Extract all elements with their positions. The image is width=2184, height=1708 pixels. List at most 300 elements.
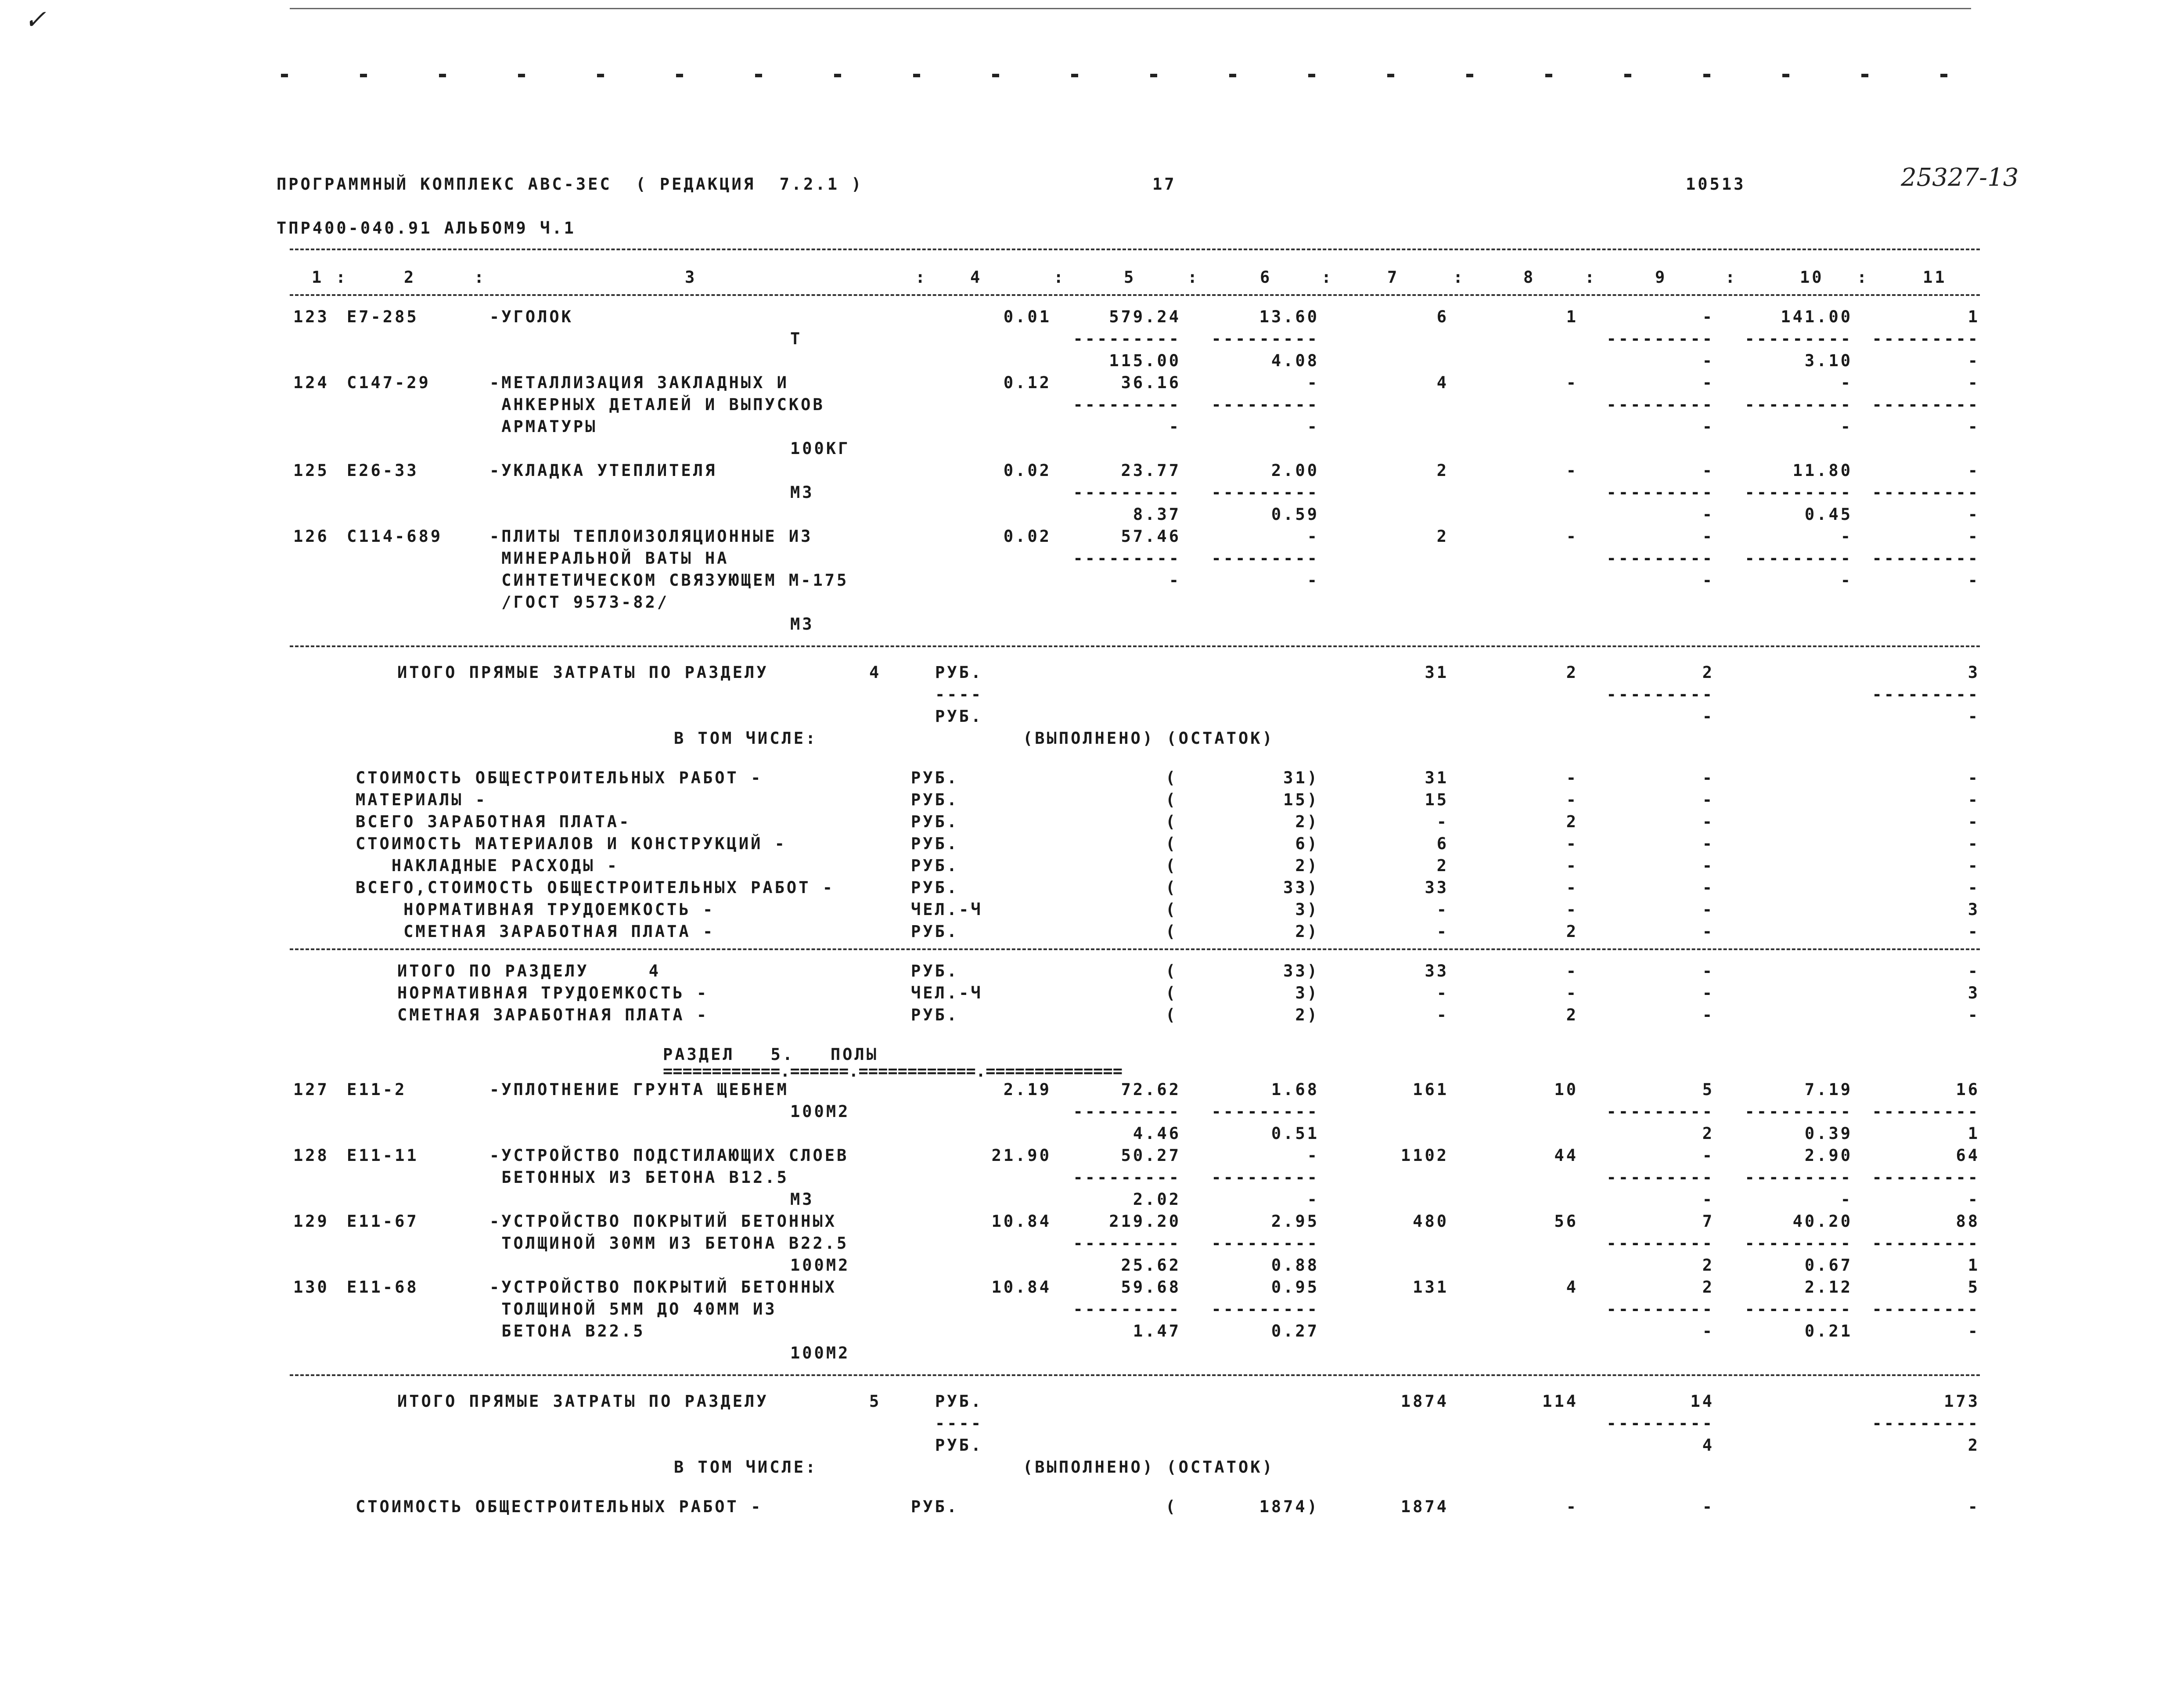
column-header-8: 8 (1523, 268, 1536, 287)
perforation-dot (913, 74, 920, 77)
column-divider: : (1321, 268, 1334, 287)
breakdown-c8: 2 (1566, 1005, 1578, 1024)
breakdown-c11: - (1968, 768, 1980, 787)
cell-c11: - (1968, 571, 1980, 590)
column-divider: : (474, 268, 486, 287)
breakdown-c8: - (1566, 984, 1578, 1002)
cell-qty: 0.12 (1003, 373, 1051, 392)
cell-c5: --------- (1073, 483, 1181, 502)
perforation-dot (360, 74, 367, 77)
column-divider: : (1453, 268, 1465, 287)
breakdown-c8: - (1566, 900, 1578, 919)
cell-c5: 1.47 (1133, 1322, 1181, 1340)
cell-c11: --------- (1872, 1234, 1980, 1253)
item-number: 126 (293, 527, 329, 546)
item-code: Е26-33 (347, 461, 419, 480)
cell-c8: - (1566, 527, 1578, 546)
column-divider: : (915, 268, 928, 287)
breakdown-c8: 2 (1566, 812, 1578, 831)
cell-c9: - (1702, 461, 1714, 480)
cell-c10: 0.39 (1804, 1124, 1853, 1143)
breakdown-unit: РУБ. (911, 1005, 959, 1024)
cell-c5: 57.46 (1121, 527, 1181, 546)
breakdown-unit: ЧЕЛ.-Ч (911, 900, 983, 919)
cell-c9: - (1702, 1146, 1714, 1165)
item-unit: М3 (790, 615, 814, 634)
item-number: 128 (293, 1146, 329, 1165)
separator (290, 645, 1980, 647)
cell-c7: 161 (1413, 1080, 1449, 1099)
cell-c9: - (1702, 1322, 1714, 1340)
cell-c6: 1.68 (1271, 1080, 1319, 1099)
perforation-dot (1861, 74, 1868, 77)
cell-c10: 40.20 (1792, 1212, 1853, 1231)
breakdown-c7: - (1436, 900, 1449, 919)
program-title: ПРОГРАММНЫЙ КОМПЛЕКС АВС-ЗЕС ( РЕДАКЦИЯ 7.2.1 ) (277, 175, 864, 194)
cell-c10: --------- (1745, 395, 1853, 414)
cell-c6: 0.88 (1271, 1256, 1319, 1275)
item-code: Е11-2 (347, 1080, 407, 1099)
total-label: ИТОГО ПРЯМЫЕ ЗАТРАТЫ ПО РАЗДЕЛУ (397, 1392, 769, 1411)
cell-c11: - (1968, 1190, 1980, 1209)
cell-c10: - (1840, 571, 1853, 590)
separator (290, 1374, 1980, 1376)
breakdown-label: СМЕТНАЯ ЗАРАБОТНАЯ ПЛАТА - (356, 922, 715, 941)
cell-c10: - (1840, 1190, 1853, 1209)
breakdown-value: 2) (1295, 856, 1319, 875)
breakdown-paren: ( (1166, 834, 1178, 853)
cell-c8: 4 (1566, 1278, 1578, 1297)
cell-c5: --------- (1073, 1234, 1181, 1253)
total-c11b: - (1968, 707, 1980, 726)
cell-c9: 5 (1702, 1080, 1714, 1099)
item-description: АРМАТУРЫ (489, 417, 597, 436)
perforation-dot (1703, 74, 1710, 77)
cell-c10: --------- (1745, 1168, 1853, 1187)
total-c9: 2 (1702, 663, 1714, 682)
total-c9b: 4 (1702, 1436, 1714, 1455)
cell-c5: --------- (1073, 1102, 1181, 1121)
perforation-dot (281, 74, 288, 77)
cell-c6: --------- (1211, 1234, 1319, 1253)
cell-c6: - (1307, 417, 1319, 436)
perforation-dot (1308, 74, 1315, 77)
document-code: 10513 (1686, 175, 1746, 194)
stamp-number: 25327-13 (1901, 163, 2019, 192)
cell-c10: --------- (1745, 1234, 1853, 1253)
breakdown-c11: - (1968, 962, 1980, 980)
breakdown-c9: - (1702, 834, 1714, 853)
column-header-6: 6 (1260, 268, 1272, 287)
breakdown-label: НОРМАТИВНАЯ ТРУДОЕМКОСТЬ - (397, 984, 709, 1002)
cell-c6: - (1307, 373, 1319, 392)
total-unit: РУБ. (935, 1392, 983, 1411)
item-number: 130 (293, 1278, 329, 1297)
cell-c11: --------- (1872, 395, 1980, 414)
breakdown-c9: - (1702, 1005, 1714, 1024)
total-unit: РУБ. (935, 663, 983, 682)
column-header-5: 5 (1124, 268, 1136, 287)
breakdown-c9: - (1702, 768, 1714, 787)
cell-c6: --------- (1211, 1300, 1319, 1319)
cell-c6: - (1307, 1190, 1319, 1209)
item-code: Е7-285 (347, 307, 419, 326)
cell-c10: - (1840, 417, 1853, 436)
perforation-dot (439, 74, 446, 77)
cell-c6: --------- (1211, 329, 1319, 348)
cell-c5: 219.20 (1109, 1212, 1181, 1231)
breakdown-c8: - (1566, 962, 1578, 980)
total-c11b: 2 (1968, 1436, 1980, 1455)
cell-c5: 23.77 (1121, 461, 1181, 480)
breakdown-unit: РУБ. (911, 962, 959, 980)
cell-c9: 7 (1702, 1212, 1714, 1231)
column-header-3: 3 (685, 268, 697, 287)
breakdown-paren: ( (1166, 1497, 1178, 1516)
perforation-dot (518, 74, 525, 77)
item-code: С114-689 (347, 527, 443, 546)
item-unit: 100КГ (790, 439, 850, 458)
breakdown-unit: РУБ. (911, 922, 959, 941)
cell-c6: --------- (1211, 1168, 1319, 1187)
cell-c5: 4.46 (1133, 1124, 1181, 1143)
total-unit2: РУБ. (935, 1436, 983, 1455)
perforation-dot (755, 74, 762, 77)
item-description: СИНТЕТИЧЕСКОМ СВЯЗУЮЩЕМ М-175 (489, 571, 849, 590)
item-number: 123 (293, 307, 329, 326)
cell-c10: 2.12 (1804, 1278, 1853, 1297)
cell-qty: 10.84 (991, 1278, 1051, 1297)
cell-c11: --------- (1872, 1300, 1980, 1319)
breakdown-c9: - (1702, 790, 1714, 809)
including-columns: (ВЫПОЛНЕНО) (ОСТАТОК) (1023, 1458, 1274, 1477)
cell-c6: 13.60 (1259, 307, 1319, 326)
perforation-dot (1545, 74, 1552, 77)
breakdown-c7: 2 (1436, 856, 1449, 875)
check-mark: ✓ (24, 4, 47, 35)
column-header-4: 4 (970, 268, 982, 287)
item-description: -УКЛАДКА УТЕПЛИТЕЛЯ (489, 461, 717, 480)
item-description: -УПЛОТНЕНИЕ ГРУНТА ЩЕБНЕМ (489, 1080, 789, 1099)
breakdown-value: 15) (1283, 790, 1319, 809)
cell-c8: - (1566, 461, 1578, 480)
cell-c5: 115.00 (1109, 351, 1181, 370)
breakdown-c9: - (1702, 878, 1714, 897)
breakdown-value: 2) (1295, 922, 1319, 941)
cell-c5: 25.62 (1121, 1256, 1181, 1275)
breakdown-value: 31) (1283, 768, 1319, 787)
item-description: -УСТРОЙСТВО ПОКРЫТИЙ БЕТОННЫХ (489, 1278, 837, 1297)
cell-c11: 64 (1956, 1146, 1980, 1165)
breakdown-c9: - (1702, 856, 1714, 875)
cell-c5: 8.37 (1133, 505, 1181, 524)
total-unit2: РУБ. (935, 707, 983, 726)
cell-c9: 2 (1702, 1278, 1714, 1297)
item-number: 125 (293, 461, 329, 480)
cell-c9: --------- (1606, 549, 1714, 568)
breakdown-c11: - (1968, 790, 1980, 809)
item-description: ТОЛЩИНОЙ 5ММ ДО 40ММ ИЗ (489, 1300, 777, 1319)
cell-c8: 10 (1554, 1080, 1578, 1099)
cell-c10: 11.80 (1792, 461, 1853, 480)
separator (290, 948, 1980, 950)
cell-c5: 72.62 (1121, 1080, 1181, 1099)
cell-c6: - (1307, 571, 1319, 590)
breakdown-paren: ( (1166, 1005, 1178, 1024)
breakdown-unit: РУБ. (911, 768, 959, 787)
breakdown-c11: - (1968, 812, 1980, 831)
column-divider: : (336, 268, 348, 287)
cell-qty: 0.01 (1003, 307, 1051, 326)
breakdown-value: 3) (1295, 900, 1319, 919)
breakdown-paren: ( (1166, 900, 1178, 919)
item-unit: М3 (790, 1190, 814, 1209)
item-code: Е11-68 (347, 1278, 419, 1297)
cell-c7: 480 (1413, 1212, 1449, 1231)
perforation-dot (992, 74, 999, 77)
column-divider: : (1187, 268, 1200, 287)
item-description: БЕТОНА В22.5 (489, 1322, 645, 1340)
item-description: АНКЕРНЫХ ДЕТАЛЕЙ И ВЫПУСКОВ (489, 395, 825, 414)
breakdown-c9: - (1702, 962, 1714, 980)
breakdown-c11: - (1968, 922, 1980, 941)
cell-c6: --------- (1211, 549, 1319, 568)
cell-c6: --------- (1211, 483, 1319, 502)
cell-c5: 50.27 (1121, 1146, 1181, 1165)
breakdown-value: 2) (1295, 1005, 1319, 1024)
perforation-dot (1466, 74, 1473, 77)
total-c11: 173 (1944, 1392, 1980, 1411)
perforation-dot (1624, 74, 1631, 77)
cell-c5: 2.02 (1133, 1190, 1181, 1209)
breakdown-unit: РУБ. (911, 1497, 959, 1516)
cell-c5: --------- (1073, 1300, 1181, 1319)
cell-c9: - (1702, 417, 1714, 436)
breakdown-paren: ( (1166, 856, 1178, 875)
perforation-dot (1071, 74, 1078, 77)
column-divider: : (1054, 268, 1066, 287)
cell-c11: --------- (1872, 1168, 1980, 1187)
cell-c10: 141.00 (1781, 307, 1853, 326)
cell-c9: - (1702, 307, 1714, 326)
total-c8: 114 (1542, 1392, 1578, 1411)
cell-c5: --------- (1073, 395, 1181, 414)
breakdown-c8: 2 (1566, 922, 1578, 941)
breakdown-label: СТОИМОСТЬ ОБЩЕСТРОИТЕЛЬНЫХ РАБОТ - (356, 1497, 763, 1516)
cell-qty: 10.84 (991, 1212, 1051, 1231)
column-header-9: 9 (1655, 268, 1667, 287)
column-divider: : (1725, 268, 1738, 287)
breakdown-label: МАТЕРИАЛЫ - (356, 790, 488, 809)
album-title: ТПР400-040.91 АЛЬБОМ9 Ч.1 (277, 219, 576, 238)
breakdown-unit: РУБ. (911, 790, 959, 809)
breakdown-label: ИТОГО ПО РАЗДЕЛУ 4 (397, 962, 661, 980)
cell-c8: 44 (1554, 1146, 1578, 1165)
including-columns: (ВЫПОЛНЕНО) (ОСТАТОК) (1023, 729, 1274, 748)
perforation-dot (1229, 74, 1236, 77)
breakdown-c7: - (1436, 922, 1449, 941)
column-divider: : (1585, 268, 1597, 287)
cell-c11: - (1968, 417, 1980, 436)
column-header-11: 11 (1923, 268, 1947, 287)
section-title: РАЗДЕЛ 5. ПОЛЫ (663, 1045, 878, 1064)
cell-c10: --------- (1745, 329, 1853, 348)
cell-c9: 2 (1702, 1256, 1714, 1275)
cell-c5: --------- (1073, 1168, 1181, 1187)
cell-c7: 4 (1436, 373, 1449, 392)
cell-c6: - (1307, 527, 1319, 546)
cell-c10: 3.10 (1804, 351, 1853, 370)
perforation-dot (676, 74, 683, 77)
breakdown-paren: ( (1166, 790, 1178, 809)
cell-c9: - (1702, 373, 1714, 392)
cell-c9: --------- (1606, 1102, 1714, 1121)
breakdown-paren: ( (1166, 812, 1178, 831)
breakdown-paren: ( (1166, 984, 1178, 1002)
breakdown-c9: - (1702, 922, 1714, 941)
breakdown-paren: ( (1166, 878, 1178, 897)
cell-c5: --------- (1073, 329, 1181, 348)
cell-c7: 6 (1436, 307, 1449, 326)
perforation-dot (597, 74, 604, 77)
breakdown-value: 33) (1283, 878, 1319, 897)
item-description: -УСТРОЙСТВО ПОКРЫТИЙ БЕТОННЫХ (489, 1212, 837, 1231)
breakdown-c7: 6 (1436, 834, 1449, 853)
total-section: 5 (869, 1392, 882, 1411)
section-underline: ============.======.============.============== (663, 1062, 1123, 1081)
cell-c9: - (1702, 527, 1714, 546)
perforation-dot (1940, 74, 1947, 77)
perforation-dot (1150, 74, 1157, 77)
cell-c11: 88 (1956, 1212, 1980, 1231)
cell-c8: 1 (1566, 307, 1578, 326)
breakdown-c9: - (1702, 900, 1714, 919)
cell-c10: 2.90 (1804, 1146, 1853, 1165)
breakdown-c7: 15 (1425, 790, 1449, 809)
cell-c9: - (1702, 505, 1714, 524)
cell-c5: 36.16 (1121, 373, 1181, 392)
cell-c11: 5 (1968, 1278, 1980, 1297)
cell-c9: --------- (1606, 1300, 1714, 1319)
cell-c5: 579.24 (1109, 307, 1181, 326)
cell-c6: 2.00 (1271, 461, 1319, 480)
breakdown-c11: - (1968, 1005, 1980, 1024)
total-c11-dash: --------- (1872, 1414, 1980, 1433)
total-unit-dash: ---- (935, 1414, 983, 1433)
item-description: -ПЛИТЫ ТЕПЛОИЗОЛЯЦИОННЫЕ ИЗ (489, 527, 813, 546)
cell-c9: - (1702, 571, 1714, 590)
breakdown-c11: 3 (1968, 900, 1980, 919)
breakdown-c8: - (1566, 768, 1578, 787)
cell-c11: - (1968, 527, 1980, 546)
total-c9-dash: --------- (1606, 685, 1714, 704)
breakdown-label: НАКЛАДНЫЕ РАСХОДЫ - (356, 856, 619, 875)
cell-c9: --------- (1606, 329, 1714, 348)
cell-c11: - (1968, 461, 1980, 480)
cell-c7: 131 (1413, 1278, 1449, 1297)
cell-c9: 2 (1702, 1124, 1714, 1143)
cell-c11: 1 (1968, 307, 1980, 326)
cell-c11: --------- (1872, 329, 1980, 348)
cell-c10: - (1840, 373, 1853, 392)
cell-c7: 2 (1436, 527, 1449, 546)
cell-c8: - (1566, 373, 1578, 392)
page-number: 17 (1152, 175, 1177, 194)
cell-c6: 0.27 (1271, 1322, 1319, 1340)
cell-c6: - (1307, 1146, 1319, 1165)
breakdown-label: ВСЕГО,СТОИМОСТЬ ОБЩЕСТРОИТЕЛЬНЫХ РАБОТ - (356, 878, 835, 897)
cell-c10: --------- (1745, 1300, 1853, 1319)
cell-c7: 2 (1436, 461, 1449, 480)
breakdown-c11: - (1968, 1497, 1980, 1516)
item-description: /ГОСТ 9573-82/ (489, 593, 669, 612)
breakdown-value: 3) (1295, 984, 1319, 1002)
item-unit: 100М2 (790, 1344, 850, 1362)
item-number: 129 (293, 1212, 329, 1231)
breakdown-value: 1874) (1259, 1497, 1319, 1516)
including-label: В ТОМ ЧИСЛЕ: (674, 729, 818, 748)
cell-c10: 0.21 (1804, 1322, 1853, 1340)
item-unit: Т (790, 329, 802, 348)
cell-c6: 2.95 (1271, 1212, 1319, 1231)
cell-c7: 1102 (1400, 1146, 1449, 1165)
column-header-1: 1 (312, 268, 324, 287)
cell-c5: --------- (1073, 549, 1181, 568)
total-c8: 2 (1566, 663, 1578, 682)
cell-c11: - (1968, 351, 1980, 370)
cell-c11: 1 (1968, 1124, 1980, 1143)
column-divider: : (1857, 268, 1869, 287)
cell-c11: - (1968, 373, 1980, 392)
cell-c10: --------- (1745, 1102, 1853, 1121)
breakdown-label: ВСЕГО ЗАРАБОТНАЯ ПЛАТА- (356, 812, 631, 831)
cell-c11: 16 (1956, 1080, 1980, 1099)
cell-qty: 0.02 (1003, 461, 1051, 480)
breakdown-c8: - (1566, 856, 1578, 875)
breakdown-label: СТОИМОСТЬ ОБЩЕСТРОИТЕЛЬНЫХ РАБОТ - (356, 768, 763, 787)
total-c11: 3 (1968, 663, 1980, 682)
item-code: Е11-67 (347, 1212, 419, 1231)
item-unit: М3 (790, 483, 814, 502)
cell-c9: - (1702, 351, 1714, 370)
cell-c9: - (1702, 1190, 1714, 1209)
total-c9b: - (1702, 707, 1714, 726)
item-description: -УГОЛОК (489, 307, 573, 326)
breakdown-c7: 31 (1425, 768, 1449, 787)
breakdown-paren: ( (1166, 768, 1178, 787)
cell-c11: - (1968, 1322, 1980, 1340)
breakdown-c7: 1874 (1400, 1497, 1449, 1516)
cell-c5: 59.68 (1121, 1278, 1181, 1297)
breakdown-c7: - (1436, 984, 1449, 1002)
item-unit: 100М2 (790, 1102, 850, 1121)
cell-c6: 0.51 (1271, 1124, 1319, 1143)
breakdown-c8: - (1566, 1497, 1578, 1516)
including-label: В ТОМ ЧИСЛЕ: (674, 1458, 818, 1477)
breakdown-unit: РУБ. (911, 834, 959, 853)
separator (290, 249, 1980, 250)
breakdown-paren: ( (1166, 922, 1178, 941)
item-number: 127 (293, 1080, 329, 1099)
breakdown-c7: - (1436, 1005, 1449, 1024)
item-unit: 100М2 (790, 1256, 850, 1275)
cell-c8: 56 (1554, 1212, 1578, 1231)
cell-c9: --------- (1606, 1168, 1714, 1187)
column-header-7: 7 (1387, 268, 1400, 287)
cell-c11: --------- (1872, 549, 1980, 568)
perforation-dot (1782, 74, 1789, 77)
cell-c11: - (1968, 505, 1980, 524)
